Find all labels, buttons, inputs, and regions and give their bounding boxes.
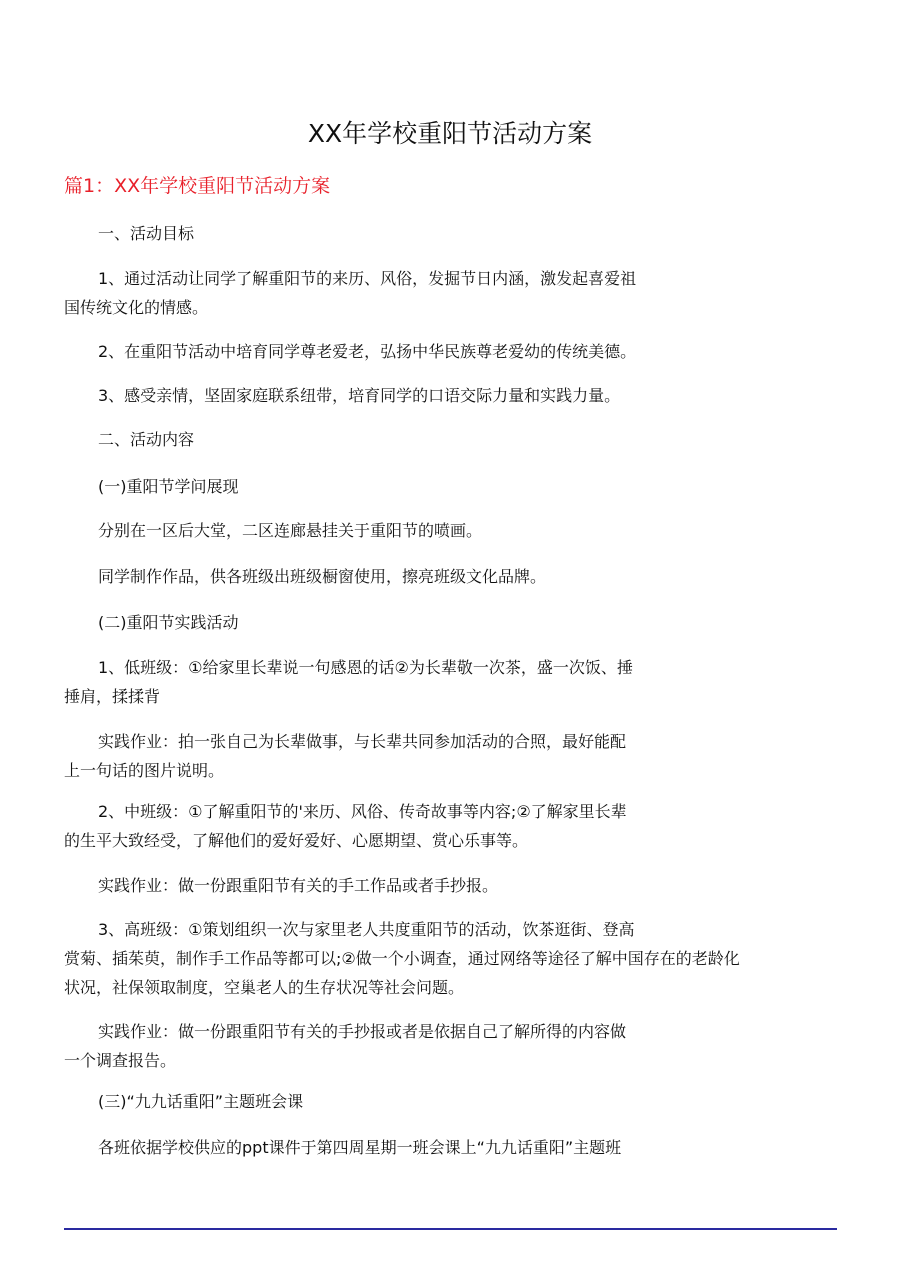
paragraph-line: 二、活动内容 [98, 430, 195, 449]
paragraph-3 [64, 337, 844, 366]
paragraph-line: 的生平大致经受，了解他们的爱好爱好、心愿期望、赏心乐事等。 [64, 831, 529, 850]
paragraph-line: 各班依据学校供应的ppt课件于第四周星期一班会课上“九九话重阳”主题班 [98, 1138, 622, 1157]
paragraph-line: 2、在重阳节活动中培育同学尊老爱老，弘扬中华民族尊老爱幼的传统美德。 [98, 342, 637, 361]
paragraph-line: 3、感受亲情，坚固家庭联系纽带，培育同学的口语交际力量和实践力量。 [98, 386, 621, 405]
paragraph-11 [64, 727, 844, 785]
paragraph-line: 状况，社保领取制度，空巢老人的生存状况等社会问题。 [64, 978, 465, 997]
paragraph-5 [64, 425, 844, 454]
paragraph-line: (一)重阳节学问展现 [98, 477, 239, 496]
paragraph-line: 实践作业：拍一张自己为长辈做事，与长辈共同参加活动的合照，最好能配 [98, 732, 627, 751]
paragraph-line: 实践作业：做一份跟重阳节有关的手工作品或者手抄报。 [98, 876, 499, 895]
paragraph-2 [64, 264, 844, 322]
paragraph-line: (三)“九九话重阳”主题班会课 [98, 1092, 304, 1111]
document-title: XX年学校重阳节活动方案 [307, 119, 593, 148]
paragraph-line: 一、活动目标 [98, 224, 195, 243]
paragraph-1 [64, 219, 844, 248]
paragraph-4 [64, 381, 844, 410]
paragraph-line: 3、高班级：①策划组织一次与家里老人共度重阳节的活动，饮茶逛街、登高 [98, 920, 635, 939]
paragraph-line: 实践作业：做一份跟重阳节有关的手抄报或者是依据自己了解所得的内容做 [98, 1022, 627, 1041]
paragraph-line: 2、中班级：①了解重阳节的'来历、风俗、传奇故事等内容;②了解家里长辈 [98, 802, 627, 821]
paragraph-10 [64, 653, 844, 711]
paragraph-16 [64, 1087, 844, 1116]
paragraph-line: 一个调查报告。 [64, 1051, 177, 1070]
paragraph-line: 捶肩，揉揉背 [64, 687, 161, 706]
paragraph-line: 1、通过活动让同学了解重阳节的来历、风俗，发掘节日内涵，激发起喜爱祖 [98, 269, 637, 288]
section-heading: 篇1：XX年学校重阳节活动方案 [64, 175, 331, 197]
paragraph-8 [64, 562, 844, 591]
paragraph-13 [64, 871, 844, 900]
paragraph-line: 1、低班级：①给家里长辈说一句感恩的话②为长辈敬一次茶，盛一次饭、捶 [98, 658, 633, 677]
paragraph-line: 分别在一区后大堂，二区连廊悬挂关于重阳节的喷画。 [98, 521, 483, 540]
paragraph-14 [64, 915, 844, 1002]
footer-rule [64, 1228, 837, 1230]
paragraph-line: 国传统文化的情感。 [64, 298, 209, 317]
paragraph-line: (二)重阳节实践活动 [98, 613, 239, 632]
paragraph-6 [64, 472, 844, 501]
paragraph-17 [64, 1133, 844, 1162]
paragraph-7 [64, 516, 844, 545]
paragraph-15 [64, 1017, 844, 1075]
paragraph-9 [64, 608, 844, 637]
paragraph-12 [64, 797, 844, 855]
paragraph-line: 赏菊、插茱萸，制作手工作品等都可以;②做一个小调查，通过网络等途径了解中国存在的老龄化 [64, 949, 740, 968]
paragraph-line: 同学制作作品，供各班级出班级橱窗使用，擦亮班级文化品牌。 [98, 567, 547, 586]
paragraph-line: 上一句话的图片说明。 [64, 761, 225, 780]
